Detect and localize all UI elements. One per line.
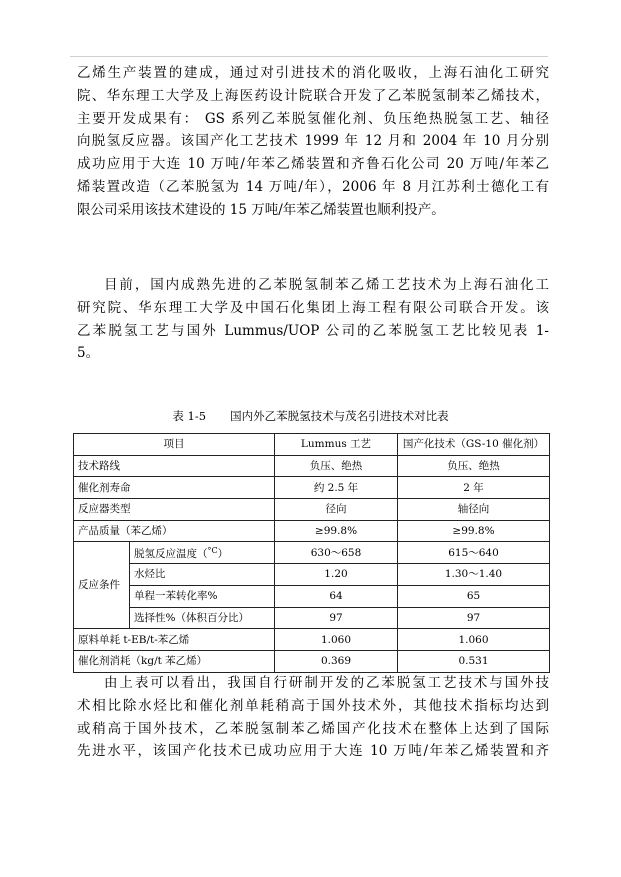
header-domestic: 国产化技术（GS-10 催化剂） — [398, 434, 550, 456]
table-row — [74, 455, 550, 477]
cell-lummus: 1.20 — [275, 564, 398, 586]
text-line: 限公司采用该技术建设的 15 万吨/年苯乙烯装置也顺利投产。 — [77, 201, 445, 218]
cell-lummus: ≥99.8% — [275, 520, 398, 542]
table-row — [74, 477, 550, 499]
row-label-text: 脱氢反应温度（ — [134, 548, 208, 561]
paragraph-3 — [77, 672, 549, 763]
cell-lummus: 径向 — [275, 499, 398, 521]
header-lummus: Lummus 工艺 — [275, 434, 398, 456]
table-row — [74, 607, 550, 629]
text-line: 主要开发成果有： GS 系列乙苯脱氢催化剂、负压绝热脱氢工艺、轴径 — [77, 110, 549, 127]
cell-lummus: 负压、绝热 — [275, 455, 398, 477]
text-line: 5。 — [77, 345, 100, 362]
table-title: 国内外乙苯脱氢技术与茂名引进技术对比表 — [230, 409, 449, 423]
row-label: 原料单耗 t-EB/t-苯乙烯 — [74, 629, 275, 651]
text-line: 向脱氢反应器。该国产化工艺技术 1999 年 12 月和 2004 年 10 月分别 — [77, 133, 549, 150]
table-row — [74, 520, 550, 542]
text-line: 目前，国内成熟先进的乙苯脱氢制苯乙烯工艺技术为上海石油化工 — [104, 277, 549, 293]
cell-domestic: 负压、绝热 — [398, 455, 550, 477]
text-line: 研究院、华东理工大学及中国石化集团上海工程有限公司联合开发。该 — [77, 299, 549, 316]
text-line: 或稍高于国外技术，乙苯脱氢制苯乙烯国产化技术在整体上达到了国际 — [77, 720, 549, 737]
cell-lummus: 630～658 — [275, 542, 398, 564]
row-label: 产品质量（苯乙烯） — [74, 520, 275, 542]
text-line: 烯装置改造（乙苯脱氢为 14 万吨/年），2006 年 8 月江苏利士德化工有 — [77, 178, 549, 195]
table-row — [74, 629, 550, 651]
unit-celsius: °C — [207, 546, 218, 556]
text-line: 先进水平，该国产化技术已成功应用于大连 10 万吨/年苯乙烯装置和齐 — [77, 743, 549, 760]
cell-domestic: 1.060 — [398, 629, 550, 651]
text-line: 乙烯生产装置的建成，通过对引进技术的消化吸收，上海石油化工研究 — [77, 65, 549, 81]
text-line: 术相比除水烃比和催化剂单耗稍高于国外技术外，其他技术指标均达到 — [77, 697, 549, 714]
row-label: 水烃比 — [130, 564, 275, 586]
text-line: 成功应用于大连 10 万吨/年苯乙烯装置和齐鲁石化公司 20 万吨/年苯乙 — [77, 156, 549, 173]
cell-lummus: 约 2.5 年 — [275, 477, 398, 499]
cell-domestic: 65 — [398, 585, 550, 607]
paragraph-1 — [77, 62, 549, 222]
row-label: 单程一苯转化率% — [130, 585, 275, 607]
cell-domestic: 615～640 — [398, 542, 550, 564]
table-header-row — [74, 434, 550, 456]
table-number: 表 1-5 — [172, 409, 207, 423]
cell-lummus: 0.369 — [275, 650, 398, 672]
table-row — [74, 564, 550, 586]
cell-domestic: 轴径向 — [398, 499, 550, 521]
cell-domestic: 1.30～1.40 — [398, 564, 550, 586]
cell-domestic: 97 — [398, 607, 550, 629]
cell-lummus: 1.060 — [275, 629, 398, 651]
table-row — [74, 542, 550, 564]
row-label: 催化剂消耗（kg/t 苯乙烯） — [74, 650, 275, 672]
row-label: 催化剂寿命 — [74, 477, 275, 499]
page-header-rule — [70, 56, 548, 57]
text-line: 乙苯脱氢工艺与国外 Lummus/UOP 公司的乙苯脱氢工艺比较见表 1- — [77, 322, 549, 339]
cell-domestic: 0.531 — [398, 650, 550, 672]
table-row — [74, 499, 550, 521]
row-label: 反应器类型 — [74, 499, 275, 521]
group-label: 反应条件 — [74, 542, 130, 629]
row-label — [130, 542, 275, 564]
cell-lummus: 64 — [275, 585, 398, 607]
comparison-table — [73, 433, 550, 673]
text-line: 由上表可以看出，我国自行研制开发的乙苯脱氢工艺技术与国外技 — [104, 675, 549, 691]
paragraph-2 — [77, 274, 549, 365]
table-row — [74, 585, 550, 607]
row-label: 选择性%（体积百分比） — [130, 607, 275, 629]
cell-domestic: 2 年 — [398, 477, 550, 499]
row-label: 技术路线 — [74, 455, 275, 477]
table-row — [74, 650, 550, 672]
row-label-end: ） — [217, 548, 229, 561]
cell-lummus: 97 — [275, 607, 398, 629]
text-line: 院、华东理工大学及上海医药设计院联合开发了乙苯脱氢制苯乙烯技术， — [77, 87, 549, 104]
cell-domestic: ≥99.8% — [398, 520, 550, 542]
table-caption — [0, 408, 621, 424]
header-item: 项目 — [74, 434, 275, 456]
